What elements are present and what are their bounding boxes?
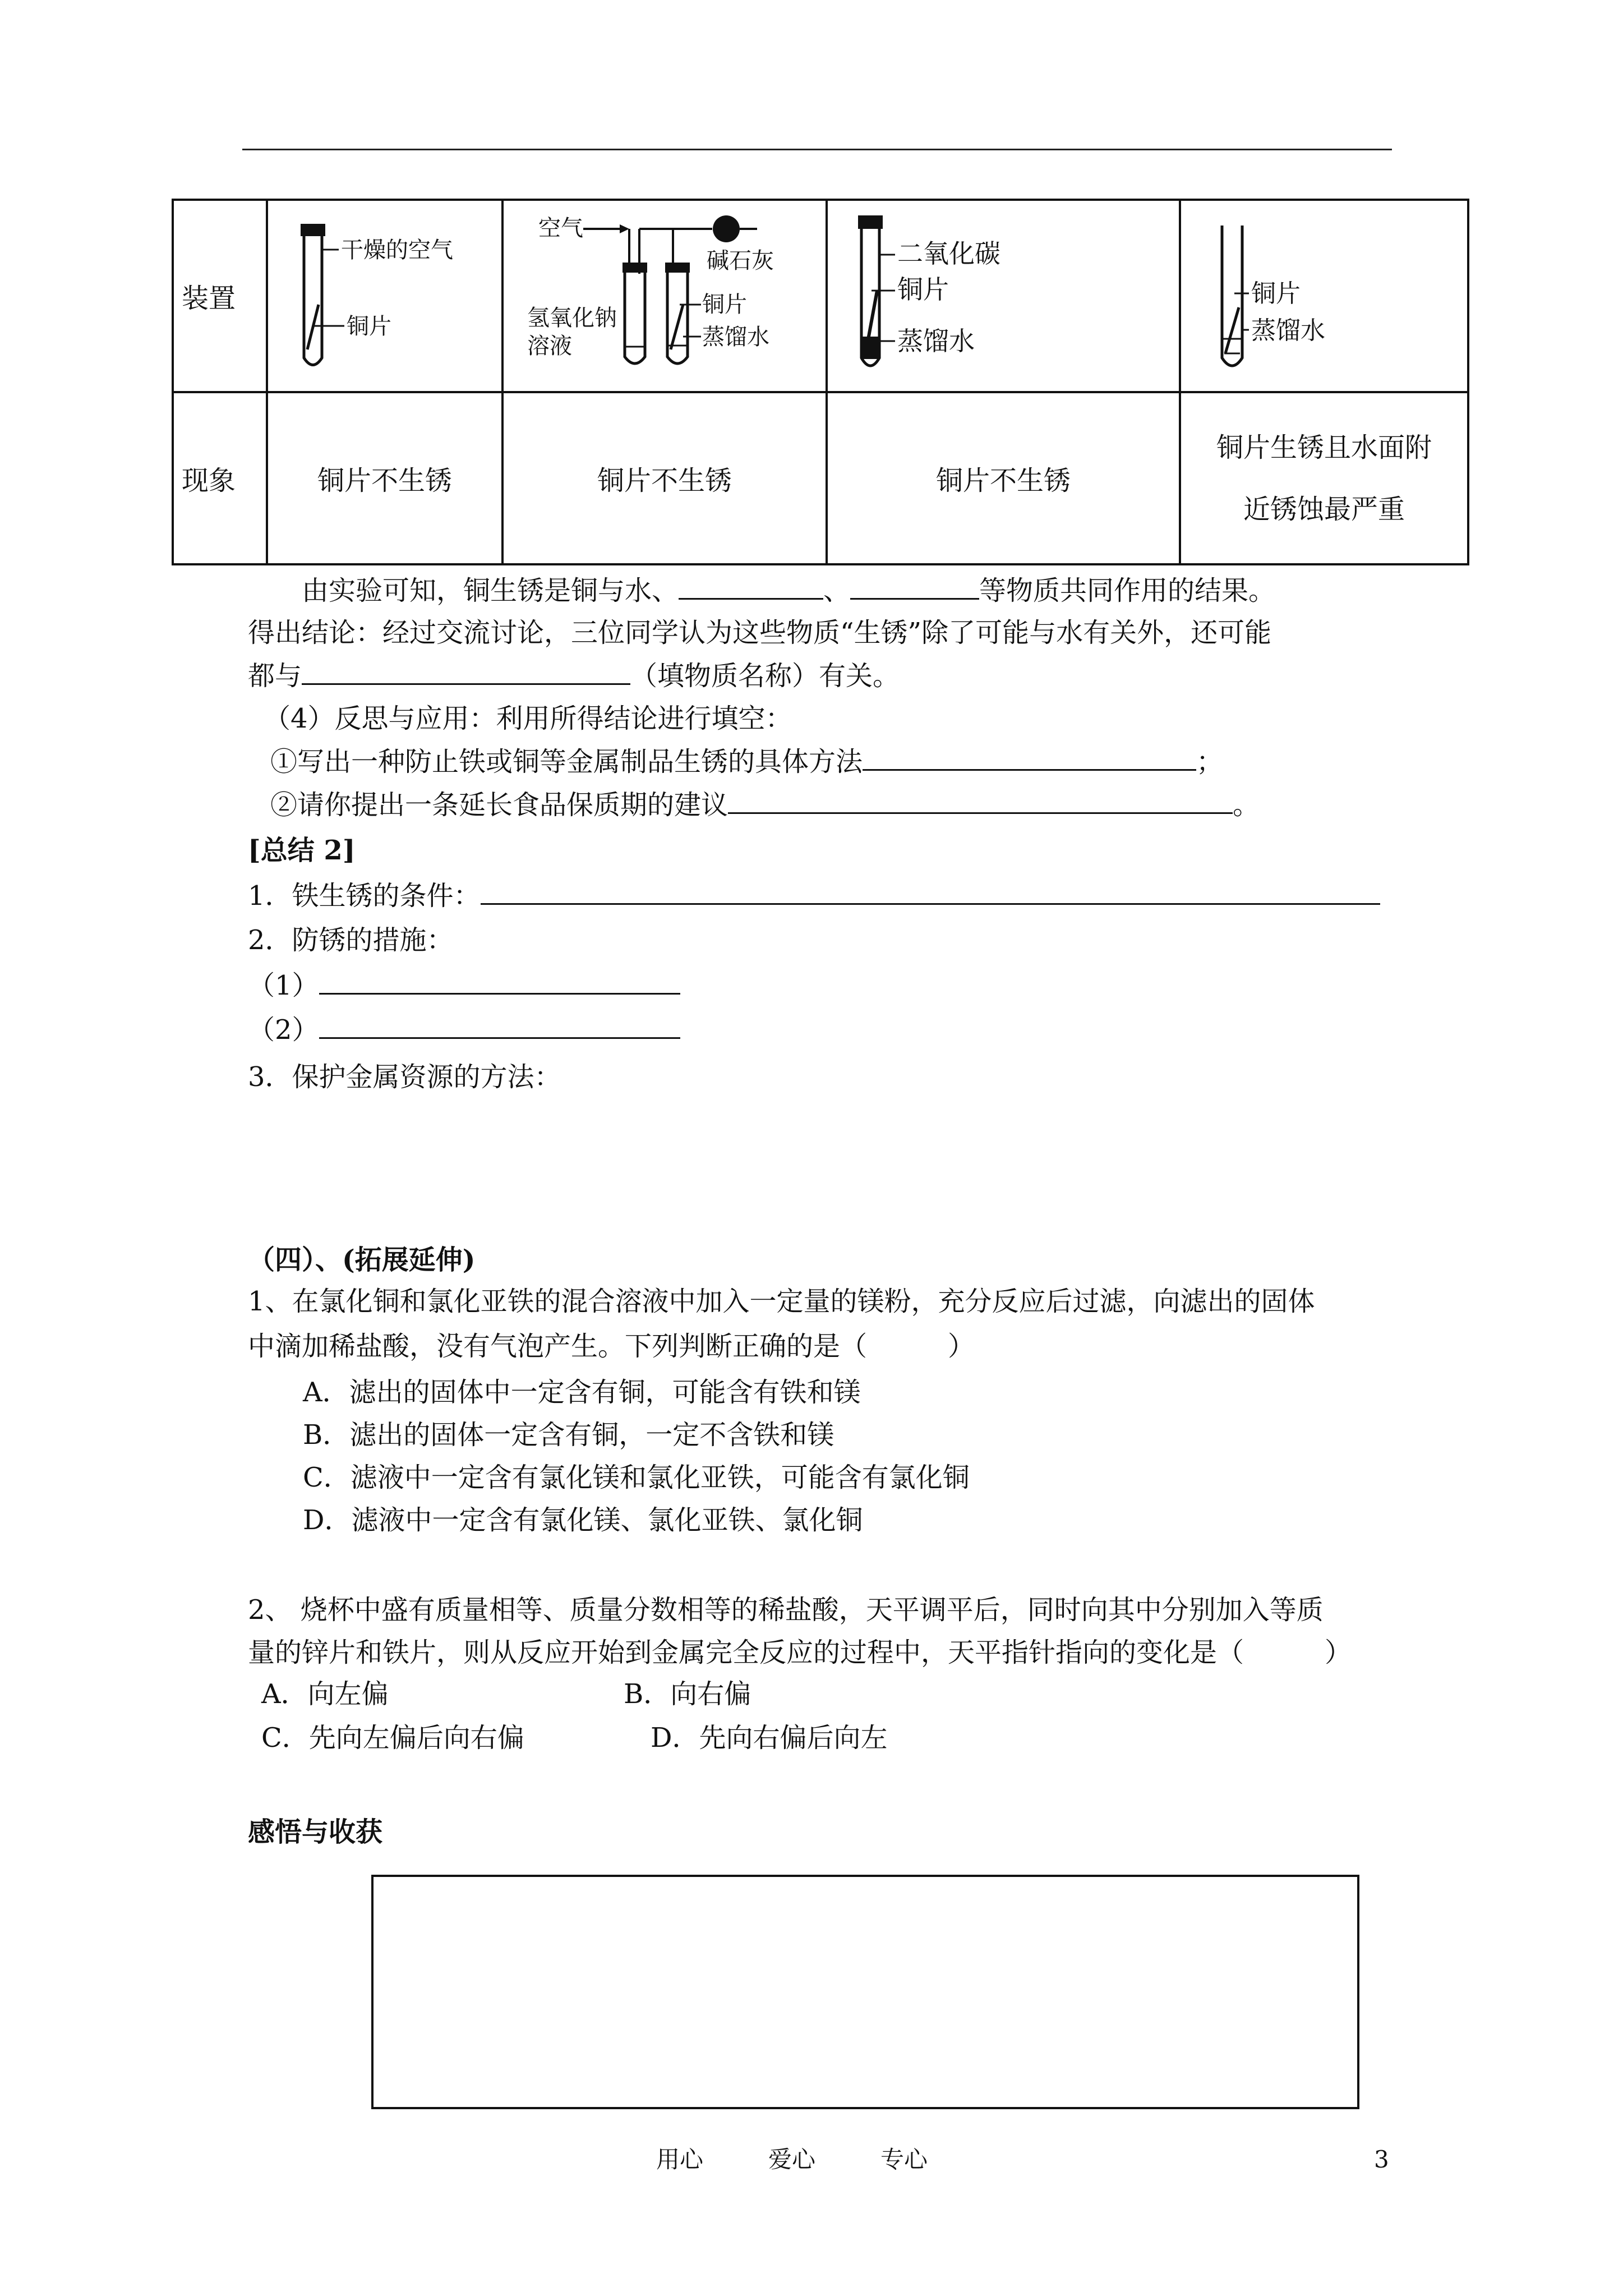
observation-4 bbox=[1180, 392, 1468, 564]
blank-substance-2[interactable] bbox=[850, 573, 979, 600]
q2-option-c[interactable]: C．先向左偏后向右偏 bbox=[261, 1722, 524, 1754]
co2-label: 二氧化碳 bbox=[897, 238, 1000, 269]
distilled-water-label-4: 蒸馏水 bbox=[1251, 316, 1325, 345]
observation-4-line1: 铜片生锈且水面附 bbox=[1216, 431, 1432, 463]
q2-option-a[interactable]: A．向左偏 bbox=[261, 1678, 389, 1710]
blank-rust-prevention[interactable] bbox=[863, 744, 1196, 771]
footer-motto-2: 爱心 bbox=[768, 2146, 816, 2173]
summary-title: [总结 2] bbox=[248, 835, 356, 866]
page-number: 3 bbox=[1374, 2146, 1389, 2173]
header-rule bbox=[242, 149, 1392, 150]
q1-line-2: 中滴加稀盐酸，没有气泡产生。下列判断正确的是（ ） bbox=[248, 1331, 975, 1362]
blank-food-storage[interactable] bbox=[728, 788, 1233, 814]
air-label: 空气 bbox=[538, 215, 583, 241]
summary-item-3: 3．保护金属资源的方法： bbox=[248, 1061, 561, 1093]
co2-test-tube-diagram bbox=[832, 206, 1174, 386]
distilled-water-label-3: 蒸馏水 bbox=[897, 325, 975, 356]
apparatus-header: 装置 bbox=[173, 200, 267, 392]
experiment-table bbox=[172, 199, 1469, 565]
summary-item-2-1: （1） bbox=[248, 968, 680, 1002]
copper-sheet-label-4: 铜片 bbox=[1251, 279, 1301, 308]
reflection-item-2: ②请你提出一条延长食品保质期的建议 。 bbox=[270, 788, 1260, 822]
q2-option-d[interactable]: D．先向右偏后向左 bbox=[651, 1722, 888, 1754]
dry-air-label: 干燥的空气 bbox=[341, 237, 453, 263]
reflection-answer-box[interactable] bbox=[371, 1875, 1359, 2109]
section-4-title: （四）、(拓展延伸) bbox=[248, 1244, 476, 1276]
blank-measure-1[interactable] bbox=[319, 968, 680, 995]
diagram-dry-air bbox=[267, 200, 502, 392]
q2-line-1: 2、 烧杯中盛有质量相等、质量分数相等的稀盐酸，天平调平后，同时向其中分别加入等质 bbox=[248, 1594, 1324, 1626]
blank-measure-2[interactable] bbox=[319, 1013, 680, 1039]
blank-rust-conditions[interactable] bbox=[481, 878, 1380, 905]
result-line-2: 都与 （填物质名称）有关。 bbox=[248, 659, 900, 693]
q1-option-b[interactable]: B．滤出的固体一定含有铜，一定不含铁和镁 bbox=[303, 1419, 834, 1451]
q1-option-d[interactable]: D．滤液中一定含有氯化镁、氯化亚铁、氯化铜 bbox=[303, 1504, 863, 1536]
blank-substance-name[interactable] bbox=[302, 659, 630, 685]
naoh-washed-air-diagram bbox=[505, 206, 824, 386]
reflection-title: 感悟与收获 bbox=[248, 1816, 383, 1848]
observation-3: 铜片不生锈 bbox=[827, 392, 1180, 564]
copper-sheet-label: 铜片 bbox=[347, 313, 391, 339]
distilled-water-label-2: 蒸馏水 bbox=[702, 324, 769, 350]
apparatus-row bbox=[173, 200, 1468, 392]
copper-sheet-label-3: 铜片 bbox=[897, 274, 949, 305]
diagram-air-through-naoh bbox=[502, 200, 827, 392]
test-tube-dry-air-diagram bbox=[273, 209, 497, 383]
diagram-water-air bbox=[1180, 200, 1468, 392]
observation-header: 现象 bbox=[173, 392, 267, 564]
conclusion-line: 由实验可知，铜生锈是铜与水、 、 等物质共同作用的结果。 bbox=[302, 573, 1275, 608]
summary-item-2: 2．防锈的措施： bbox=[248, 924, 454, 956]
q2-option-b[interactable]: B．向右偏 bbox=[624, 1678, 751, 1710]
diagram-carbon-dioxide bbox=[827, 200, 1180, 392]
observation-2: 铜片不生锈 bbox=[502, 392, 827, 564]
soda-lime-label: 碱石灰 bbox=[707, 247, 774, 274]
reflection-item-1: ①写出一种防止铁或铜等金属制品生锈的具体方法 ； bbox=[270, 744, 1223, 779]
water-air-test-tube-diagram bbox=[1184, 206, 1464, 386]
q1-option-a[interactable]: A．滤出的固体中一定含有铜，可能含有铁和镁 bbox=[303, 1377, 861, 1408]
result-line-1: 得出结论：经过交流讨论，三位同学认为这些物质“生锈”除了可能与水有关外，还可能 bbox=[248, 617, 1272, 648]
blank-substance-1[interactable] bbox=[679, 573, 823, 600]
observation-4-line2: 近锈蚀最严重 bbox=[1243, 493, 1405, 525]
observation-row bbox=[173, 392, 1468, 564]
solution-label: 溶液 bbox=[527, 333, 572, 359]
reflection-heading: （4）反思与应用：利用所得结论进行填空： bbox=[264, 703, 792, 734]
q1-option-c[interactable]: C．滤液中一定含有氯化镁和氯化亚铁，可能含有氯化铜 bbox=[303, 1462, 970, 1493]
naoh-label: 氢氧化钠 bbox=[527, 305, 617, 331]
summary-item-2-2: （2） bbox=[248, 1013, 680, 1047]
footer-motto-1: 用心 bbox=[656, 2146, 704, 2173]
copper-sheet-label-2: 铜片 bbox=[702, 291, 747, 318]
q2-line-2: 量的锌片和铁片，则从反应开始到金属完全反应的过程中，天平指针指向的变化是（ ） bbox=[248, 1637, 1352, 1668]
observation-1: 铜片不生锈 bbox=[267, 392, 502, 564]
summary-item-1: 1．铁生锈的条件： bbox=[248, 878, 1380, 913]
footer-motto-3: 专心 bbox=[880, 2146, 928, 2173]
q1-line-1: 1、在氯化铜和氯化亚铁的混合溶液中加入一定量的镁粉，充分反应后过滤，向滤出的固体 bbox=[248, 1286, 1315, 1317]
